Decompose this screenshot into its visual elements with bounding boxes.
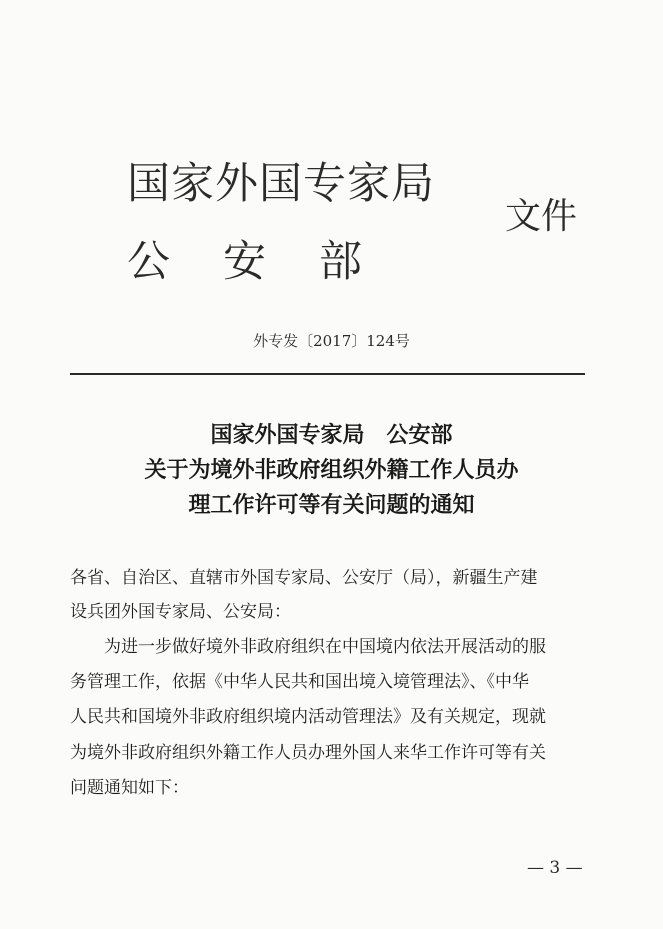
title-line: 国家外国专家局 公安部 [210, 423, 453, 448]
header-divider [70, 373, 585, 375]
salutation-line: 各省、自治区、直辖市外国专家局、公安厅（局），新疆生产建 [70, 568, 538, 588]
issuer-name-line-2: 公安部 [127, 237, 415, 287]
body-line: 为境外非政府组织外籍工作人员办理外国人来华工作许可等有关 [70, 743, 546, 763]
body-line: 务管理工作，依据《中华人民共和国出境入境管理法》、《中华 [70, 672, 529, 692]
title-line: 理工作许可等有关问题的通知 [188, 493, 475, 518]
issuer-name-line-1: 国家外国专家局 [127, 159, 435, 209]
salutation-line: 设兵团外国专家局、公安局： [70, 602, 291, 622]
page-number: — 3 — [527, 858, 583, 878]
body-line: 为进一步做好境外非政府组织在中国境内依法开展活动的服 [104, 637, 546, 657]
document-type-label: 文件 [505, 196, 578, 237]
document-number: 外专发〔2017〕124号 [253, 332, 410, 350]
body-line: 问题通知如下： [70, 778, 189, 798]
body-line: 人民共和国境外非政府组织境内活动管理法》及有关规定，现就 [70, 707, 546, 727]
title-line: 关于为境外非政府组织外籍工作人员办 [144, 458, 519, 483]
